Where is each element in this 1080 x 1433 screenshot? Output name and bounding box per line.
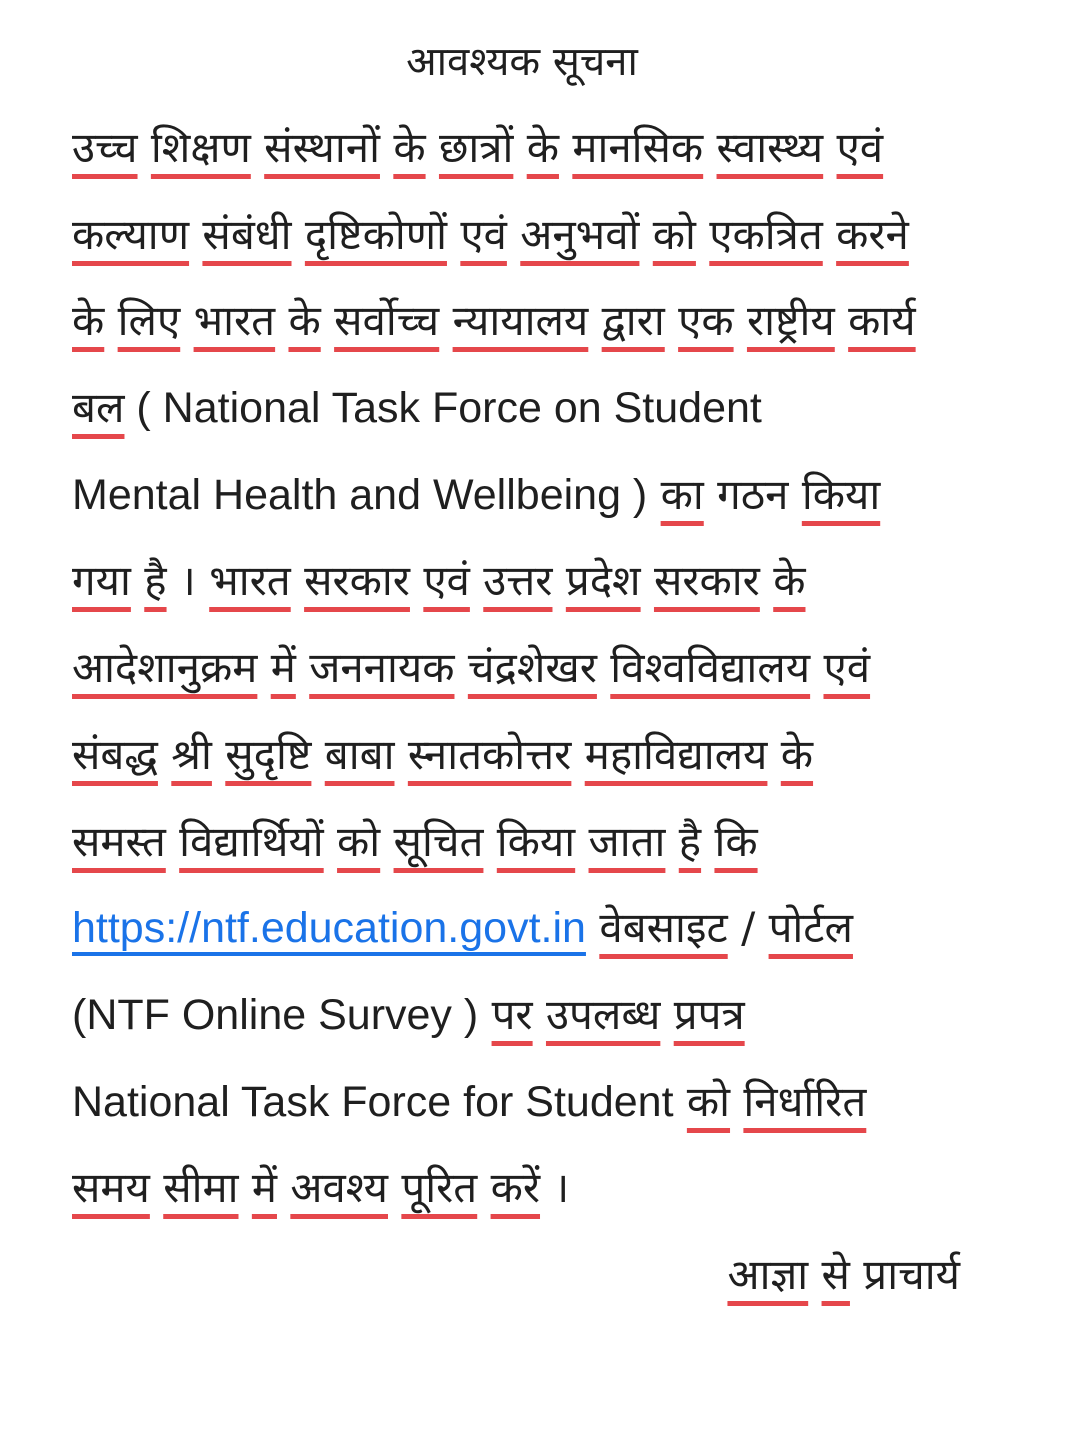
spellcheck-word: अवश्य bbox=[290, 1163, 388, 1213]
text-segment bbox=[311, 730, 324, 779]
spellcheck-word: समय bbox=[72, 1163, 150, 1213]
spellcheck-word: दृष्टिकोणों bbox=[304, 209, 447, 259]
spellcheck-word: आदेशानुक्रम bbox=[72, 643, 258, 693]
spellcheck-word: स्नातकोत्तर bbox=[407, 729, 572, 779]
spellcheck-word: सीमा bbox=[163, 1163, 239, 1213]
text-segment bbox=[559, 123, 572, 172]
spellcheck-word: पोर्टल bbox=[768, 903, 853, 953]
spellcheck-word: महाविद्यालय bbox=[584, 729, 768, 779]
text-segment bbox=[507, 210, 520, 259]
text-segment bbox=[810, 643, 823, 692]
spellcheck-word: सरकार bbox=[653, 556, 760, 606]
text-segment bbox=[823, 123, 836, 172]
text-segment bbox=[641, 556, 654, 605]
notice-line bbox=[72, 545, 1032, 632]
spellcheck-word: एवं bbox=[836, 123, 884, 172]
spellcheck-word: कल्याण bbox=[72, 209, 190, 259]
spellcheck-word: न्यायालय bbox=[452, 296, 589, 346]
latin-text: ( National Task Force on Student bbox=[124, 384, 762, 433]
text-segment bbox=[296, 643, 309, 692]
spellcheck-word: के bbox=[288, 296, 321, 346]
spellcheck-word: सरकार bbox=[304, 556, 410, 606]
spellcheck-word: एवं bbox=[460, 209, 507, 259]
text-segment bbox=[239, 1163, 252, 1212]
text-segment: । bbox=[166, 556, 210, 606]
text-segment bbox=[734, 296, 747, 345]
text-segment bbox=[410, 556, 423, 605]
spellcheck-word: विश्वविद्यालय bbox=[610, 643, 811, 693]
spellcheck-word: उपलब्ध bbox=[545, 989, 661, 1039]
notice-line bbox=[72, 806, 1032, 893]
text-segment bbox=[180, 296, 193, 345]
signature-line bbox=[72, 1239, 1032, 1326]
text-segment bbox=[166, 817, 179, 866]
spellcheck-word: जननायक bbox=[309, 643, 455, 693]
notice-line bbox=[72, 285, 1032, 372]
text-segment bbox=[470, 556, 483, 605]
text-segment bbox=[835, 296, 848, 345]
text-segment bbox=[212, 730, 225, 779]
spellcheck-word: है bbox=[144, 556, 167, 606]
text-segment: गठन bbox=[703, 469, 802, 519]
text-segment bbox=[439, 296, 452, 345]
spellcheck-word: को bbox=[686, 1076, 731, 1126]
spellcheck-word: पूरित bbox=[401, 1163, 478, 1213]
text-segment bbox=[277, 1163, 290, 1212]
text-segment bbox=[513, 123, 526, 172]
text-segment: प्राचार्य bbox=[849, 1249, 960, 1299]
text-segment bbox=[597, 643, 610, 692]
text-segment bbox=[138, 123, 151, 172]
notice-line bbox=[72, 372, 1032, 459]
spellcheck-word: करने bbox=[836, 209, 909, 259]
spellcheck-word: बल bbox=[72, 383, 125, 433]
spellcheck-word: संबंधी bbox=[202, 209, 292, 259]
spellcheck-word: अनुभवों bbox=[520, 209, 640, 259]
text-segment bbox=[321, 296, 334, 345]
text-segment bbox=[104, 296, 117, 345]
text-segment bbox=[483, 817, 496, 866]
spellcheck-word: भारत bbox=[209, 556, 291, 606]
spellcheck-word: एवं bbox=[423, 556, 470, 606]
text-segment bbox=[388, 1163, 401, 1212]
text-segment bbox=[730, 1077, 743, 1126]
text-segment bbox=[275, 296, 288, 345]
text-segment bbox=[291, 556, 304, 605]
text-segment bbox=[767, 730, 780, 779]
spellcheck-word: करें bbox=[490, 1163, 541, 1213]
spellcheck-word: एकत्रित bbox=[709, 209, 823, 259]
spellcheck-word: के bbox=[773, 556, 806, 606]
spellcheck-word: संबद्ध bbox=[72, 729, 158, 779]
text-segment bbox=[674, 1077, 687, 1126]
text-segment bbox=[660, 990, 673, 1039]
spellcheck-word: में bbox=[251, 1163, 277, 1213]
latin-text: Mental Health and Wellbeing ) bbox=[72, 470, 648, 519]
text-segment bbox=[665, 296, 678, 345]
spellcheck-word: में bbox=[270, 643, 296, 693]
notice-line bbox=[72, 112, 1032, 199]
spellcheck-word: सुदृष्टि bbox=[225, 729, 312, 779]
text-segment bbox=[696, 210, 709, 259]
spellcheck-word: प्रपत्र bbox=[673, 989, 745, 1039]
spellcheck-word: आज्ञा bbox=[727, 1249, 809, 1299]
spellcheck-word: गया bbox=[72, 556, 131, 606]
notice-line bbox=[72, 892, 1032, 979]
spellcheck-word: एवं bbox=[823, 643, 871, 693]
text-segment bbox=[189, 210, 202, 259]
notice-line bbox=[72, 979, 1032, 1066]
spellcheck-word: वेबसाइट bbox=[599, 903, 728, 953]
text-segment bbox=[701, 817, 714, 866]
text-segment bbox=[257, 643, 270, 692]
text-segment bbox=[586, 903, 599, 952]
text-segment: । bbox=[540, 1163, 570, 1213]
text-segment bbox=[251, 123, 264, 172]
text-segment bbox=[552, 556, 565, 605]
text-segment bbox=[447, 210, 460, 259]
spellcheck-word: कि bbox=[714, 816, 758, 866]
spellcheck-word: किया bbox=[496, 816, 576, 866]
spellcheck-word: सूचित bbox=[393, 816, 484, 866]
text-segment bbox=[158, 730, 171, 779]
spellcheck-word: चंद्रशेखर bbox=[467, 643, 597, 693]
spellcheck-word: भारत bbox=[193, 296, 276, 346]
spellcheck-word: श्री bbox=[171, 729, 212, 779]
spellcheck-word: के bbox=[72, 296, 105, 346]
spellcheck-word: का bbox=[660, 469, 704, 519]
notice-line bbox=[72, 632, 1032, 719]
text-segment bbox=[324, 817, 337, 866]
text-segment bbox=[808, 1250, 821, 1299]
text-segment bbox=[533, 990, 546, 1039]
notice-title: आवश्यक सूचना bbox=[406, 39, 638, 85]
notice-line bbox=[72, 1066, 1032, 1153]
notice-line bbox=[72, 459, 1032, 546]
text-segment bbox=[588, 296, 601, 345]
text-segment bbox=[639, 210, 652, 259]
spellcheck-word: के bbox=[526, 123, 559, 172]
spellcheck-word: स्वास्थ्य bbox=[716, 123, 824, 172]
spellcheck-word: पर bbox=[491, 989, 533, 1039]
notice-line bbox=[72, 719, 1032, 806]
spellcheck-word: से bbox=[821, 1249, 850, 1299]
spellcheck-word: छात्रों bbox=[438, 123, 514, 172]
spellcheck-word: द्वारा bbox=[601, 296, 665, 346]
text-segment bbox=[292, 210, 305, 259]
text-segment bbox=[380, 817, 393, 866]
text-segment bbox=[823, 210, 836, 259]
text-segment bbox=[426, 123, 439, 172]
text-segment bbox=[394, 730, 407, 779]
text-segment bbox=[703, 123, 716, 172]
spellcheck-word: सर्वोच्च bbox=[334, 296, 440, 346]
notice-body bbox=[72, 112, 1032, 1326]
text-segment: / bbox=[727, 903, 769, 953]
text-segment bbox=[477, 1163, 490, 1212]
spellcheck-word: राष्ट्रीय bbox=[746, 296, 835, 346]
spellcheck-word: एक bbox=[678, 296, 734, 346]
spellcheck-word: को bbox=[337, 816, 381, 866]
spellcheck-word: उच्च bbox=[72, 123, 138, 172]
latin-text: (NTF Online Survey ) bbox=[72, 990, 479, 1039]
text-segment bbox=[571, 730, 584, 779]
spellcheck-word: किया bbox=[801, 469, 881, 519]
text-segment bbox=[760, 556, 773, 605]
notice-line bbox=[72, 199, 1032, 286]
spellcheck-word: के bbox=[393, 123, 426, 172]
spellcheck-word: बाबा bbox=[324, 729, 395, 779]
spellcheck-word: निर्धारित bbox=[743, 1076, 867, 1126]
text-segment bbox=[478, 990, 491, 1039]
text-segment bbox=[647, 470, 660, 519]
text-segment bbox=[150, 1163, 163, 1212]
text-segment bbox=[380, 123, 393, 172]
spellcheck-word: जाता bbox=[588, 816, 666, 866]
text-segment bbox=[575, 817, 588, 866]
spellcheck-word: विद्यार्थियों bbox=[179, 816, 324, 866]
latin-text: National Task Force for Student bbox=[72, 1077, 674, 1126]
text-segment bbox=[454, 643, 467, 692]
notice-line bbox=[72, 1152, 1032, 1239]
spellcheck-word: है bbox=[678, 816, 702, 866]
text-segment bbox=[665, 817, 678, 866]
spellcheck-word: संस्थानों bbox=[264, 123, 380, 172]
ntf-portal-link[interactable]: https://ntf.education.govt.in bbox=[72, 904, 586, 953]
text-segment bbox=[131, 556, 144, 605]
spellcheck-word: मानसिक bbox=[572, 123, 704, 172]
spellcheck-word: कार्य bbox=[848, 296, 916, 346]
spellcheck-word: लिए bbox=[117, 296, 181, 346]
spellcheck-word: को bbox=[652, 209, 696, 259]
spellcheck-word: समस्त bbox=[72, 816, 166, 866]
spellcheck-word: के bbox=[780, 729, 814, 779]
spellcheck-word: शिक्षण bbox=[150, 123, 251, 172]
spellcheck-word: उत्तर bbox=[483, 556, 553, 606]
spellcheck-word: प्रदेश bbox=[565, 556, 641, 606]
